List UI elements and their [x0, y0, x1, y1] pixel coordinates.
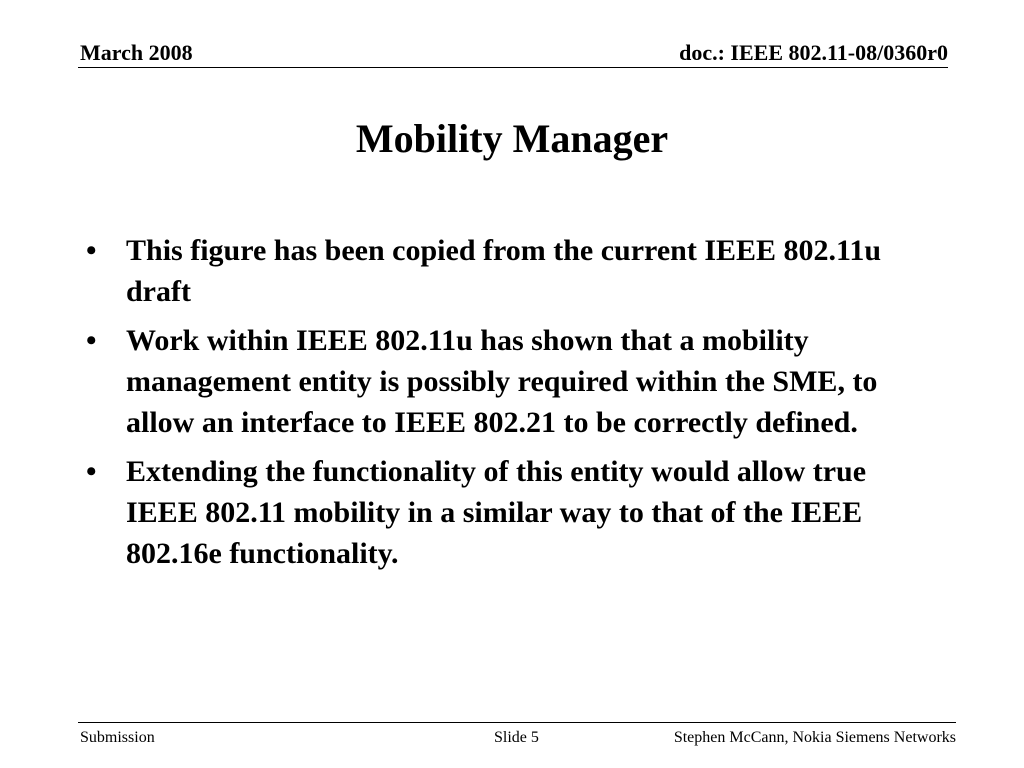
footer-divider [78, 722, 956, 723]
bullet-icon: • [86, 455, 97, 488]
bullet-item [82, 320, 912, 443]
footer-slide-number: Slide 5 [494, 729, 539, 746]
header-document-id: doc.: IEEE 802.11-08/0360r0 [679, 40, 948, 65]
bullet-list [82, 230, 912, 582]
bullet-item [82, 230, 912, 312]
bullet-text: Work within IEEE 802.11u has shown that a mobility management entity is possibly required within the SME, to allow an interface to IEEE 802.21 to be correctly defined. [126, 324, 878, 439]
header-divider [78, 67, 948, 68]
footer-submission: Submission [80, 729, 155, 746]
bullet-text: Extending the functionality of this entity would allow true IEEE 802.11 mobility in a similar way to that of the IEEE 802.16e functionality. [126, 455, 867, 570]
bullet-icon: • [86, 324, 97, 357]
footer-author: Stephen McCann, Nokia Siemens Networks [673, 729, 956, 746]
bullet-item [82, 451, 912, 574]
bullet-text: This figure has been copied from the current IEEE 802.11u draft [126, 234, 882, 308]
header-date: March 2008 [80, 40, 193, 65]
bullet-icon: • [86, 234, 97, 267]
slide-title: Mobility Manager [355, 116, 669, 161]
